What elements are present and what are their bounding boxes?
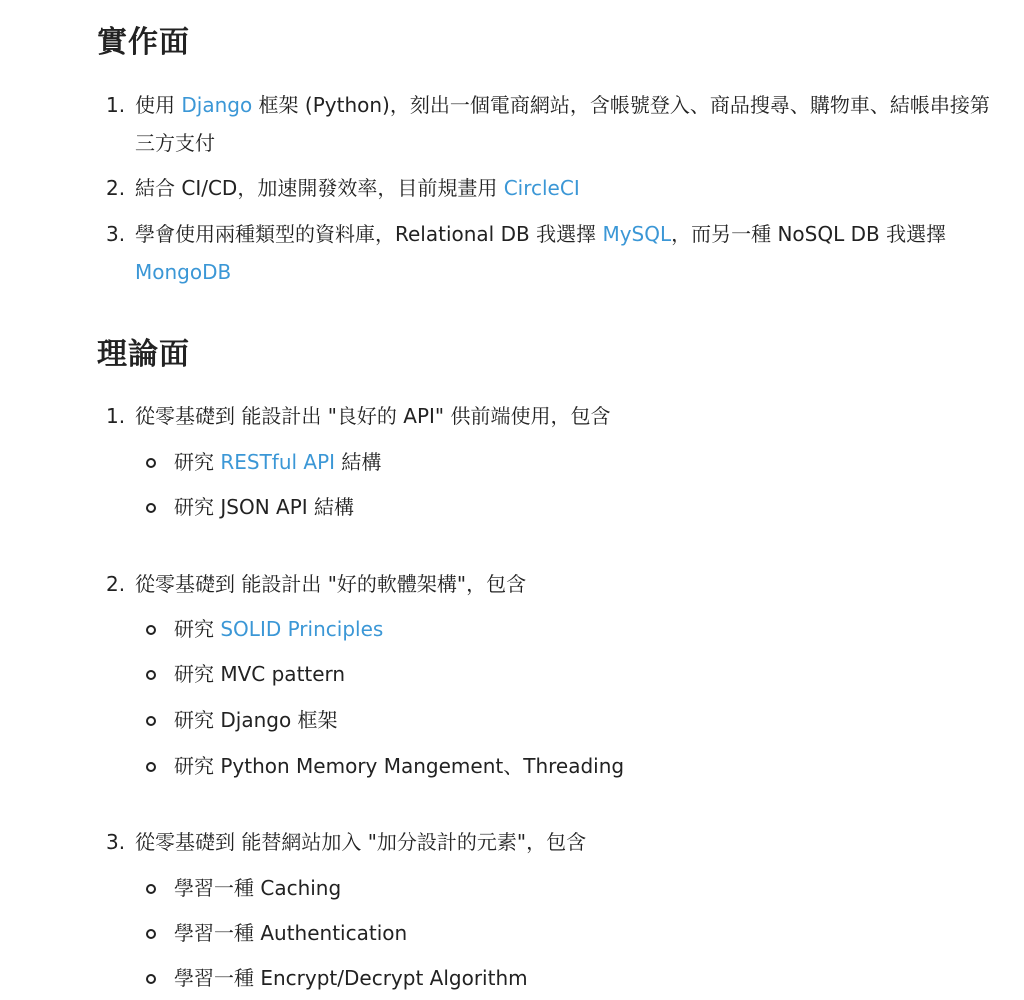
- sub-list-item: [146, 914, 407, 952]
- list-number: 2.: [106, 572, 126, 596]
- list-item: [106, 86, 996, 162]
- bullet-icon: [146, 762, 156, 772]
- text-segment: ，而另一種 NoSQL DB 我選擇: [671, 222, 947, 246]
- sub-list-item-text: 學習一種 Authentication: [174, 921, 408, 945]
- sub-list-item-text: 研究 JSON API 結構: [174, 495, 355, 519]
- sub-list-item-text: [174, 443, 381, 481]
- bullet-icon: [146, 458, 156, 468]
- sub-list-item: [146, 488, 354, 526]
- sub-list-item-text: 研究 Python Memory Mangement、Threading: [174, 754, 625, 778]
- bullet-icon: [146, 929, 156, 939]
- sub-list-item: [146, 959, 528, 997]
- list-item: [106, 169, 996, 207]
- text-segment: 框架 (Python)，刻出一個電商網站，含帳號登入、商品搜尋、購物車、結帳串接第三方支付: [135, 93, 990, 155]
- bullet-icon: [146, 625, 156, 635]
- bullet-icon: [146, 503, 156, 513]
- list-item-text: [135, 86, 996, 162]
- sub-list-item: [146, 701, 338, 739]
- bullet-icon: [146, 716, 156, 726]
- list-item: [106, 215, 996, 291]
- list-number: 1.: [106, 93, 126, 117]
- mysql-link[interactable]: MySQL: [602, 222, 672, 246]
- text-segment: 研究: [174, 617, 221, 641]
- text-segment: 學會使用兩種類型的資料庫，Relational DB 我選擇: [135, 222, 603, 246]
- text-segment: 結構: [335, 450, 382, 474]
- sub-list-item-text: 學習一種 Caching: [174, 876, 342, 900]
- sub-list-item: [146, 869, 341, 907]
- list-item-text: 從零基礎到 能設計出 "好的軟體架構"，包含: [135, 572, 527, 596]
- list-item-text: 從零基礎到 能替網站加入 "加分設計的元素"，包含: [135, 830, 587, 854]
- list-item: [106, 565, 996, 603]
- bullet-icon: [146, 974, 156, 984]
- section-heading-theory: 理論面: [97, 337, 190, 372]
- list-number: 2.: [106, 176, 126, 200]
- sub-list-item-text: 研究 MVC pattern: [174, 662, 346, 686]
- sub-list-item: [146, 747, 624, 785]
- list-number: 3.: [106, 830, 126, 854]
- sub-list-item-text: 研究 Django 框架: [174, 708, 338, 732]
- section-heading-practice: 實作面: [97, 25, 190, 60]
- bullet-icon: [146, 670, 156, 680]
- sub-list-item-text: 學習一種 Encrypt/Decrypt Algorithm: [174, 966, 528, 990]
- list-item: [106, 397, 996, 435]
- list-number: 1.: [106, 404, 126, 428]
- restful-api-link[interactable]: RESTful API: [220, 450, 336, 474]
- list-item: [106, 823, 996, 861]
- bullet-icon: [146, 884, 156, 894]
- list-item-text: 從零基礎到 能設計出 "良好的 API" 供前端使用，包含: [135, 404, 611, 428]
- text-segment: 研究: [174, 450, 221, 474]
- sub-list-item: [146, 443, 381, 481]
- list-number: 3.: [106, 222, 126, 246]
- list-item-text: [135, 169, 996, 207]
- sub-list-item-text: [174, 610, 383, 648]
- sub-list-item: [146, 610, 383, 648]
- text-segment: 結合 CI/CD，加速開發效率，目前規畫用: [135, 176, 504, 200]
- text-segment: 使用: [135, 93, 182, 117]
- sub-list-item: [146, 655, 345, 693]
- circleci-link[interactable]: CircleCI: [503, 176, 580, 200]
- mongodb-link[interactable]: MongoDB: [135, 260, 232, 284]
- django-link[interactable]: Django: [181, 93, 253, 117]
- solid-principles-link[interactable]: SOLID Principles: [220, 617, 384, 641]
- list-item-text: [135, 215, 996, 291]
